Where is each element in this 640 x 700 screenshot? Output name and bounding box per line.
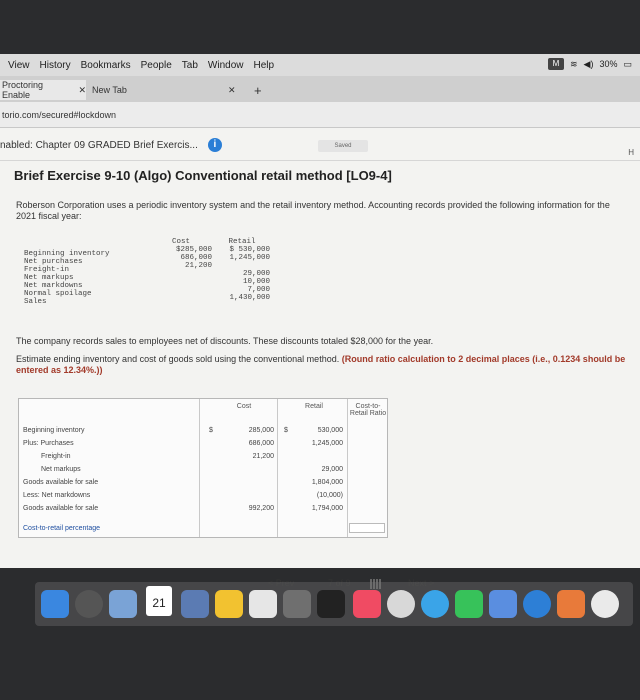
given-label: Freight-in — [24, 266, 70, 274]
given-retail: 1,430,000 — [229, 294, 270, 302]
battery-icon[interactable]: ▭ — [623, 58, 632, 69]
instruction-plain: Estimate ending inventory and cost of goods sold using the conventional method. — [16, 354, 340, 364]
given-retail: $ 530,000 — [229, 246, 270, 254]
tab-label: New Tab — [92, 85, 127, 95]
menu-history[interactable]: History — [39, 59, 71, 71]
saved-indicator: Saved — [318, 140, 368, 152]
tab-proctoring[interactable] — [0, 80, 86, 100]
col-header-ratio: Cost-to-Retail Ratio — [349, 403, 387, 417]
m-app-icon[interactable]: M — [548, 58, 564, 70]
table-row — [19, 503, 387, 514]
col-header-retail: Retail — [305, 403, 323, 410]
row-label: Freight-in — [41, 453, 71, 460]
chrome-icon[interactable] — [591, 590, 619, 618]
messages-icon[interactable] — [421, 590, 449, 618]
row-label: Goods available for sale — [23, 505, 99, 512]
menu-help[interactable]: Help — [253, 59, 275, 71]
new-tab-icon[interactable]: + — [254, 82, 262, 98]
row-label: Cost-to-retail percentage — [23, 525, 101, 532]
row-label: Goods available for sale — [23, 479, 99, 486]
given-retail: 29,000 — [242, 270, 270, 278]
menu-bar — [0, 54, 640, 76]
music-icon[interactable] — [353, 590, 381, 618]
row-label: Net markups — [41, 466, 81, 473]
reminders-icon[interactable] — [249, 590, 277, 618]
menu-view[interactable]: View — [8, 59, 30, 71]
next-button[interactable]: Next > — [408, 578, 435, 588]
assignment-title: nabled: Chapter 09 GRADED Brief Exercis... — [0, 139, 198, 151]
cost-cell[interactable]: 21,200 — [252, 453, 274, 460]
given-cost-column — [150, 238, 212, 270]
tab-label: Proctoring Enable — [2, 80, 44, 100]
intro-text: Roberson Corporation uses a periodic inventory system and the retail inventory method. Accounting records provided the following information for the 2021 fiscal year: — [16, 200, 610, 221]
col-header-cost: Cost — [236, 403, 252, 410]
help-icon[interactable]: H — [628, 148, 634, 157]
given-retail-column — [214, 238, 270, 302]
given-retail: 7,000 — [247, 286, 270, 294]
photos-icon[interactable] — [387, 590, 415, 618]
given-label: Net markdowns — [24, 282, 83, 290]
given-cost-header: Cost — [171, 238, 190, 246]
table-row — [19, 438, 387, 449]
menu-people[interactable]: People — [140, 59, 172, 71]
assignment-header — [0, 138, 222, 152]
page-position: 7 of 9 — [328, 578, 351, 588]
instruction-rounding: (Round ratio calculation to 2 decimal places (i.e., 0.1234 should be entered as 12.34%.)) — [16, 354, 626, 375]
given-cost: 21,200 — [184, 262, 212, 270]
table-row — [19, 425, 387, 436]
given-retail: 1,245,000 — [229, 254, 270, 262]
info-icon[interactable]: i — [208, 138, 222, 152]
retail-cell[interactable]: 29,000 — [321, 466, 343, 473]
given-retail: 10,000 — [242, 278, 270, 286]
dollar-sign: $ — [209, 427, 213, 434]
exercise-title: Brief Exercise 9-10 (Algo) Conventional retail method [LO9-4] — [14, 168, 392, 183]
row-label: Less: Net markdowns — [23, 492, 91, 499]
given-retail-header: Retail — [228, 238, 256, 246]
photo-icon[interactable] — [109, 590, 137, 618]
row-label: Plus: Purchases — [23, 440, 74, 447]
ratio-input[interactable] — [349, 523, 385, 533]
wifi-icon[interactable]: ≋ — [570, 58, 578, 69]
discount-text: The company records sales to employees net of discounts. These discounts totaled $28,000 for the year. — [16, 336, 434, 346]
cost-cell[interactable]: 686,000 — [248, 440, 274, 447]
given-label: Net markups — [24, 274, 74, 282]
terminal-icon[interactable] — [317, 590, 345, 618]
given-cost: 686,000 — [180, 254, 212, 262]
cost-cell[interactable]: 992,200 — [248, 505, 274, 512]
table-row — [19, 464, 387, 475]
given-cost: $285,000 — [175, 246, 212, 254]
app-icon[interactable] — [557, 590, 585, 618]
given-label: Normal spoilage — [24, 290, 92, 298]
slides-icon[interactable] — [283, 590, 311, 618]
keynote-icon[interactable] — [489, 590, 517, 618]
retail-cell[interactable]: (10,000) — [316, 492, 343, 499]
given-label: Beginning inventory — [24, 250, 110, 258]
retail-cell[interactable]: 1,804,000 — [311, 479, 343, 486]
page-content — [0, 128, 640, 588]
calendar-icon[interactable]: 21 — [146, 586, 172, 616]
table-row — [19, 451, 387, 462]
address-bar[interactable]: torio.com/secured#lockdown — [0, 102, 640, 128]
launchpad-icon[interactable] — [75, 590, 103, 618]
finder-icon[interactable] — [41, 590, 69, 618]
given-labels — [24, 250, 144, 306]
table-row — [19, 490, 387, 501]
status-area — [548, 58, 632, 70]
answer-table — [18, 398, 388, 538]
close-icon[interactable]: ✕ — [78, 84, 86, 95]
instruction-text — [16, 354, 626, 376]
table-row — [19, 523, 387, 534]
tab-bar — [0, 76, 640, 102]
menu-bookmarks[interactable]: Bookmarks — [80, 59, 131, 71]
table-row — [19, 477, 387, 488]
dollar-sign: $ — [284, 427, 288, 434]
retail-cell[interactable]: 1,245,000 — [311, 440, 343, 447]
divider — [0, 160, 640, 161]
tab-new[interactable] — [90, 80, 260, 100]
menu-tab[interactable]: Tab — [181, 59, 198, 71]
close-icon[interactable]: ✕ — [228, 84, 236, 95]
dock — [35, 582, 633, 626]
prev-button[interactable]: < Prev — [268, 578, 295, 588]
battery-percent: 30% — [599, 59, 618, 69]
safari-icon[interactable] — [523, 590, 551, 618]
given-label: Sales — [24, 298, 47, 306]
facetime-icon[interactable] — [455, 590, 483, 618]
retail-cell[interactable]: 1,794,000 — [311, 505, 343, 512]
given-retail — [214, 262, 270, 270]
preview-icon[interactable] — [181, 590, 209, 618]
given-label: Net purchases — [24, 258, 83, 266]
menu-window[interactable]: Window — [207, 59, 244, 71]
notes-icon[interactable] — [215, 590, 243, 618]
row-label: Beginning inventory — [23, 427, 85, 434]
volume-icon[interactable]: ◀) — [583, 58, 594, 69]
retail-cell[interactable]: 530,000 — [317, 427, 343, 434]
cost-cell[interactable]: 285,000 — [248, 427, 274, 434]
